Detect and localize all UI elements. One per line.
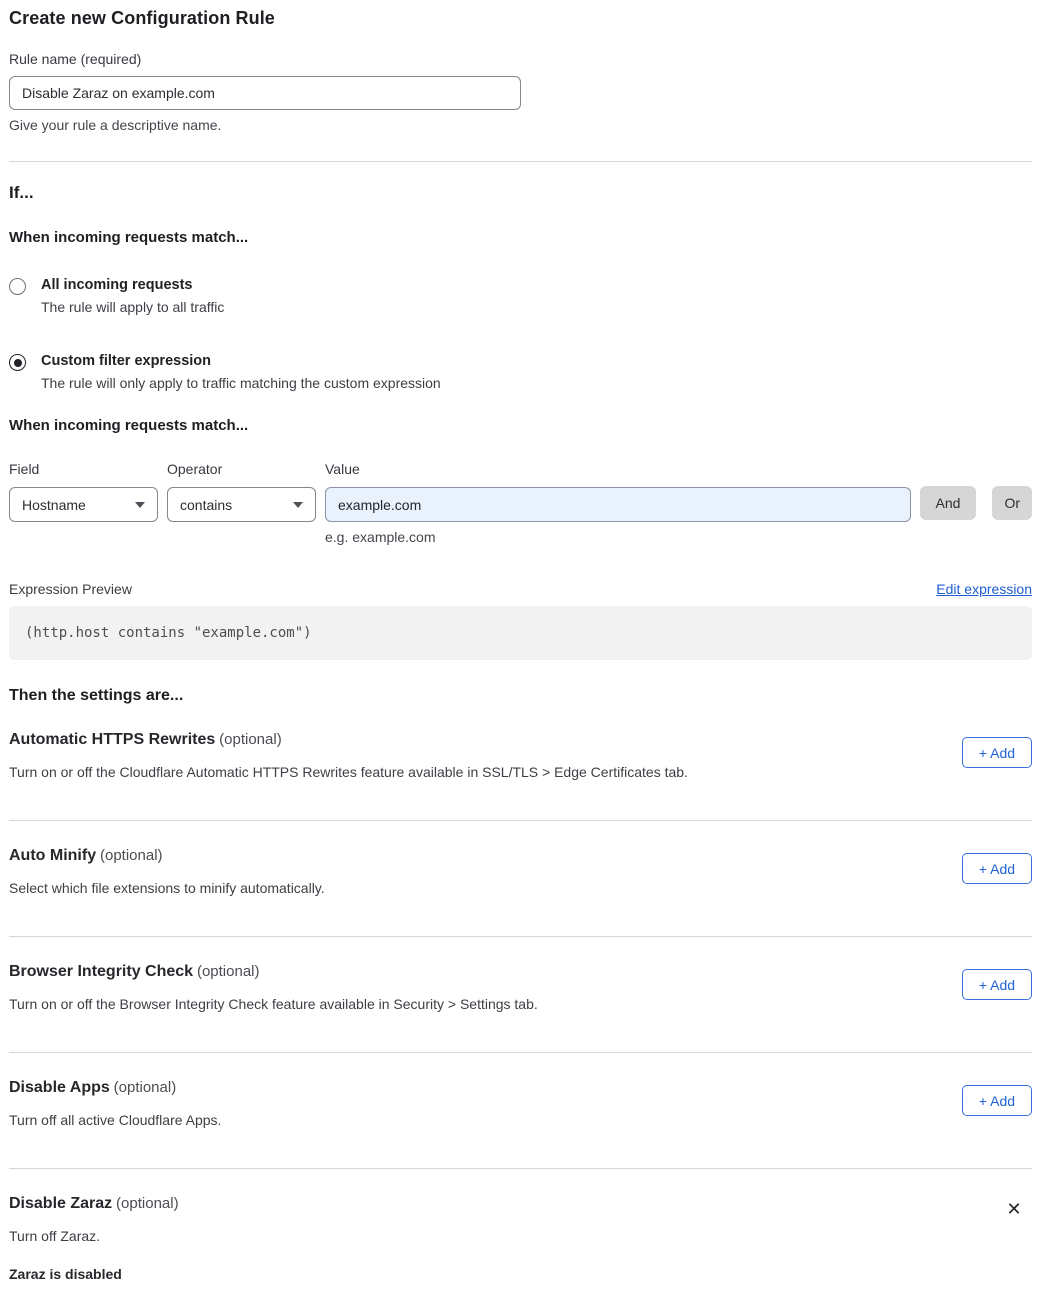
and-button[interactable]: And	[920, 486, 977, 520]
setting-title: Disable Zaraz	[9, 1195, 113, 1212]
section-divider	[9, 161, 1032, 162]
setting-optional-tag: (optional)	[113, 1079, 177, 1096]
expression-builder-heading: When incoming requests match...	[9, 417, 249, 434]
setting-automatic-https-rewrites	[9, 705, 1032, 821]
rule-name-help: Give your rule a descriptive name.	[9, 117, 222, 133]
value-input[interactable]	[325, 487, 911, 522]
operator-select[interactable]	[167, 487, 316, 522]
rule-name-input[interactable]	[9, 76, 521, 110]
chevron-down-icon	[135, 502, 145, 508]
page-title: Create new Configuration Rule	[9, 8, 275, 28]
edit-expression-link[interactable]: Edit expression	[936, 581, 1032, 597]
match-type-heading: When incoming requests match...	[9, 229, 249, 246]
setting-disable-apps	[9, 1053, 1032, 1169]
radio-option-all-incoming[interactable]	[9, 276, 1032, 315]
rule-name-label: Rule name (required)	[9, 51, 142, 67]
add-button[interactable]: + Add	[962, 853, 1032, 884]
field-select-value: Hostname	[22, 496, 86, 513]
radio-button-icon[interactable]	[9, 278, 26, 295]
if-heading: If...	[9, 183, 34, 202]
setting-optional-tag: (optional)	[116, 1195, 179, 1212]
field-label: Field	[9, 461, 40, 477]
field-select[interactable]	[9, 487, 158, 522]
add-button[interactable]: + Add	[962, 1085, 1032, 1116]
setting-description: Turn on or off the Cloudflare Automatic HTTPS Rewrites feature available in SSL/TLS > Edge Certificates tab.	[9, 764, 688, 780]
expression-code: (http.host contains "example.com")	[25, 625, 312, 641]
setting-disable-zaraz	[9, 1169, 1032, 1298]
setting-description: Turn off Zaraz.	[9, 1228, 101, 1244]
setting-description: Turn off all active Cloudflare Apps.	[9, 1112, 222, 1128]
operator-label: Operator	[167, 461, 223, 477]
expression-preview-label: Expression Preview	[9, 581, 132, 597]
add-button[interactable]: + Add	[962, 737, 1032, 768]
radio-label: Custom filter expression	[41, 353, 212, 369]
value-help: e.g. example.com	[325, 529, 436, 545]
expression-preview-box	[9, 606, 1032, 660]
close-icon[interactable]: ✕	[1003, 1199, 1025, 1221]
operator-select-value: contains	[180, 496, 233, 513]
setting-description: Select which file extensions to minify automatically.	[9, 880, 325, 896]
setting-title: Auto Minify	[9, 847, 97, 864]
setting-optional-tag: (optional)	[196, 963, 260, 980]
or-button[interactable]: Or	[992, 486, 1032, 520]
radio-option-custom-filter[interactable]	[9, 352, 1032, 391]
setting-optional-tag: (optional)	[219, 731, 282, 748]
chevron-down-icon	[293, 502, 303, 508]
setting-title: Automatic HTTPS Rewrites	[9, 731, 216, 748]
zaraz-status-text: Zaraz is disabled	[9, 1266, 122, 1282]
setting-optional-tag: (optional)	[99, 847, 163, 864]
then-settings-heading: Then the settings are...	[9, 687, 184, 704]
expression-builder-row	[9, 461, 1032, 545]
setting-description: Turn on or off the Browser Integrity Check feature available in Security > Settings tab.	[9, 996, 538, 1012]
radio-label: All incoming requests	[41, 277, 193, 293]
setting-auto-minify	[9, 821, 1032, 937]
setting-title: Browser Integrity Check	[9, 963, 194, 980]
radio-description: The rule will apply to all traffic	[41, 299, 225, 315]
rule-name-section	[9, 51, 1032, 133]
radio-button-icon[interactable]	[9, 354, 26, 371]
create-configuration-rule-page	[9, 0, 1032, 1298]
value-label: Value	[325, 461, 360, 477]
setting-title: Disable Apps	[9, 1079, 110, 1096]
radio-description: The rule will only apply to traffic matching the custom expression	[41, 375, 441, 391]
setting-browser-integrity-check	[9, 937, 1032, 1053]
add-button[interactable]: + Add	[962, 969, 1032, 1000]
